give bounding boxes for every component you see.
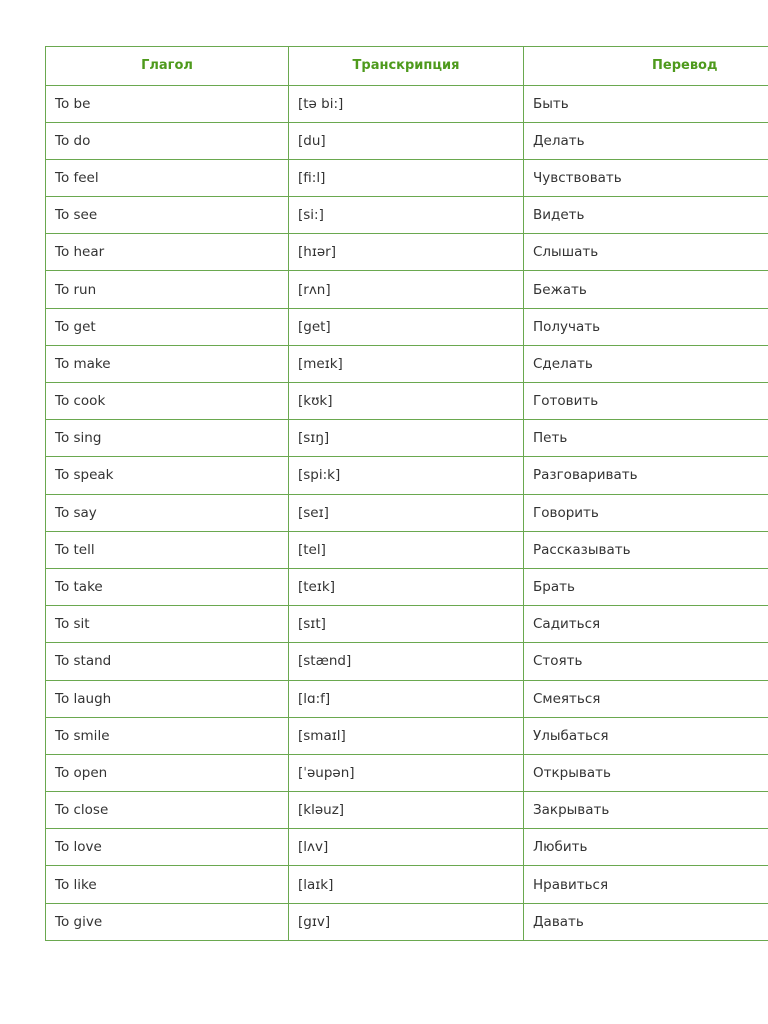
verb-cell: To give: [46, 903, 289, 940]
translation-cell: Чувствовать: [524, 159, 768, 196]
verb-cell: To stand: [46, 643, 289, 680]
table-row: [46, 457, 768, 494]
transcription-cell: [sɪŋ]: [289, 420, 524, 457]
translation-cell: Брать: [524, 568, 768, 605]
verb-cell: To sing: [46, 420, 289, 457]
table-row: [46, 420, 768, 457]
translation-cell: Быть: [524, 85, 768, 122]
header-row: [46, 47, 768, 86]
translation-cell: Нравиться: [524, 866, 768, 903]
table-row: [46, 606, 768, 643]
table-row: [46, 383, 768, 420]
verb-cell: To cook: [46, 383, 289, 420]
table-row: [46, 680, 768, 717]
translation-cell: Рассказывать: [524, 531, 768, 568]
table-row: [46, 197, 768, 234]
translation-cell: Получать: [524, 308, 768, 345]
transcription-cell: [fi:l]: [289, 159, 524, 196]
transcription-cell: [kləuz]: [289, 792, 524, 829]
translation-cell: Разговаривать: [524, 457, 768, 494]
table-body: [46, 85, 768, 940]
translation-cell: Бежать: [524, 271, 768, 308]
transcription-cell: [du]: [289, 122, 524, 159]
verb-cell: To run: [46, 271, 289, 308]
verb-cell: To sit: [46, 606, 289, 643]
verb-cell: To do: [46, 122, 289, 159]
translation-cell: Любить: [524, 829, 768, 866]
transcription-cell: [lɑ:f]: [289, 680, 524, 717]
transcription-cell: [laɪk]: [289, 866, 524, 903]
transcription-cell: [kʊk]: [289, 383, 524, 420]
transcription-cell: [sɪt]: [289, 606, 524, 643]
translation-cell: Смеяться: [524, 680, 768, 717]
transcription-cell: [tel]: [289, 531, 524, 568]
transcription-cell: [lʌv]: [289, 829, 524, 866]
translation-cell: Видеть: [524, 197, 768, 234]
header-transcription: Транскрипция: [289, 47, 524, 86]
translation-cell: Сделать: [524, 345, 768, 382]
table-row: [46, 531, 768, 568]
transcription-cell: [seɪ]: [289, 494, 524, 531]
verb-cell: To tell: [46, 531, 289, 568]
verb-cell: To close: [46, 792, 289, 829]
translation-cell: Делать: [524, 122, 768, 159]
header-translation: Перевод: [524, 47, 768, 86]
verbs-table: [45, 46, 768, 941]
translation-cell: Стоять: [524, 643, 768, 680]
transcription-cell: [ˈəupən]: [289, 754, 524, 791]
translation-cell: Садиться: [524, 606, 768, 643]
table-row: [46, 122, 768, 159]
table-row: [46, 754, 768, 791]
table-row: [46, 717, 768, 754]
verb-cell: To take: [46, 568, 289, 605]
transcription-cell: [gɪv]: [289, 903, 524, 940]
table-row: [46, 345, 768, 382]
translation-cell: Говорить: [524, 494, 768, 531]
table-header: [46, 47, 768, 86]
translation-cell: Закрывать: [524, 792, 768, 829]
table-row: [46, 159, 768, 196]
transcription-cell: [get]: [289, 308, 524, 345]
transcription-cell: [tə bi:]: [289, 85, 524, 122]
translation-cell: Улыбаться: [524, 717, 768, 754]
transcription-cell: [rʌn]: [289, 271, 524, 308]
transcription-cell: [meɪk]: [289, 345, 524, 382]
header-verb: Глагол: [46, 47, 289, 86]
verb-cell: To speak: [46, 457, 289, 494]
table-row: [46, 271, 768, 308]
verb-cell: To laugh: [46, 680, 289, 717]
verb-cell: To be: [46, 85, 289, 122]
verb-cell: To like: [46, 866, 289, 903]
table-row: [46, 643, 768, 680]
translation-cell: Петь: [524, 420, 768, 457]
translation-cell: Готовить: [524, 383, 768, 420]
table-row: [46, 829, 768, 866]
verb-cell: To make: [46, 345, 289, 382]
table-row: [46, 494, 768, 531]
verb-cell: To say: [46, 494, 289, 531]
verbs-table-container: [45, 46, 768, 941]
table-row: [46, 903, 768, 940]
translation-cell: Слышать: [524, 234, 768, 271]
verb-cell: To love: [46, 829, 289, 866]
table-row: [46, 85, 768, 122]
translation-cell: Давать: [524, 903, 768, 940]
translation-cell: Открывать: [524, 754, 768, 791]
verb-cell: To open: [46, 754, 289, 791]
transcription-cell: [teɪk]: [289, 568, 524, 605]
verb-cell: To get: [46, 308, 289, 345]
transcription-cell: [hɪər]: [289, 234, 524, 271]
table-row: [46, 568, 768, 605]
verb-cell: To hear: [46, 234, 289, 271]
transcription-cell: [spi:k]: [289, 457, 524, 494]
table-row: [46, 792, 768, 829]
transcription-cell: [si:]: [289, 197, 524, 234]
transcription-cell: [smaɪl]: [289, 717, 524, 754]
table-row: [46, 234, 768, 271]
table-row: [46, 866, 768, 903]
table-row: [46, 308, 768, 345]
verb-cell: To see: [46, 197, 289, 234]
verb-cell: To smile: [46, 717, 289, 754]
verb-cell: To feel: [46, 159, 289, 196]
transcription-cell: [stænd]: [289, 643, 524, 680]
